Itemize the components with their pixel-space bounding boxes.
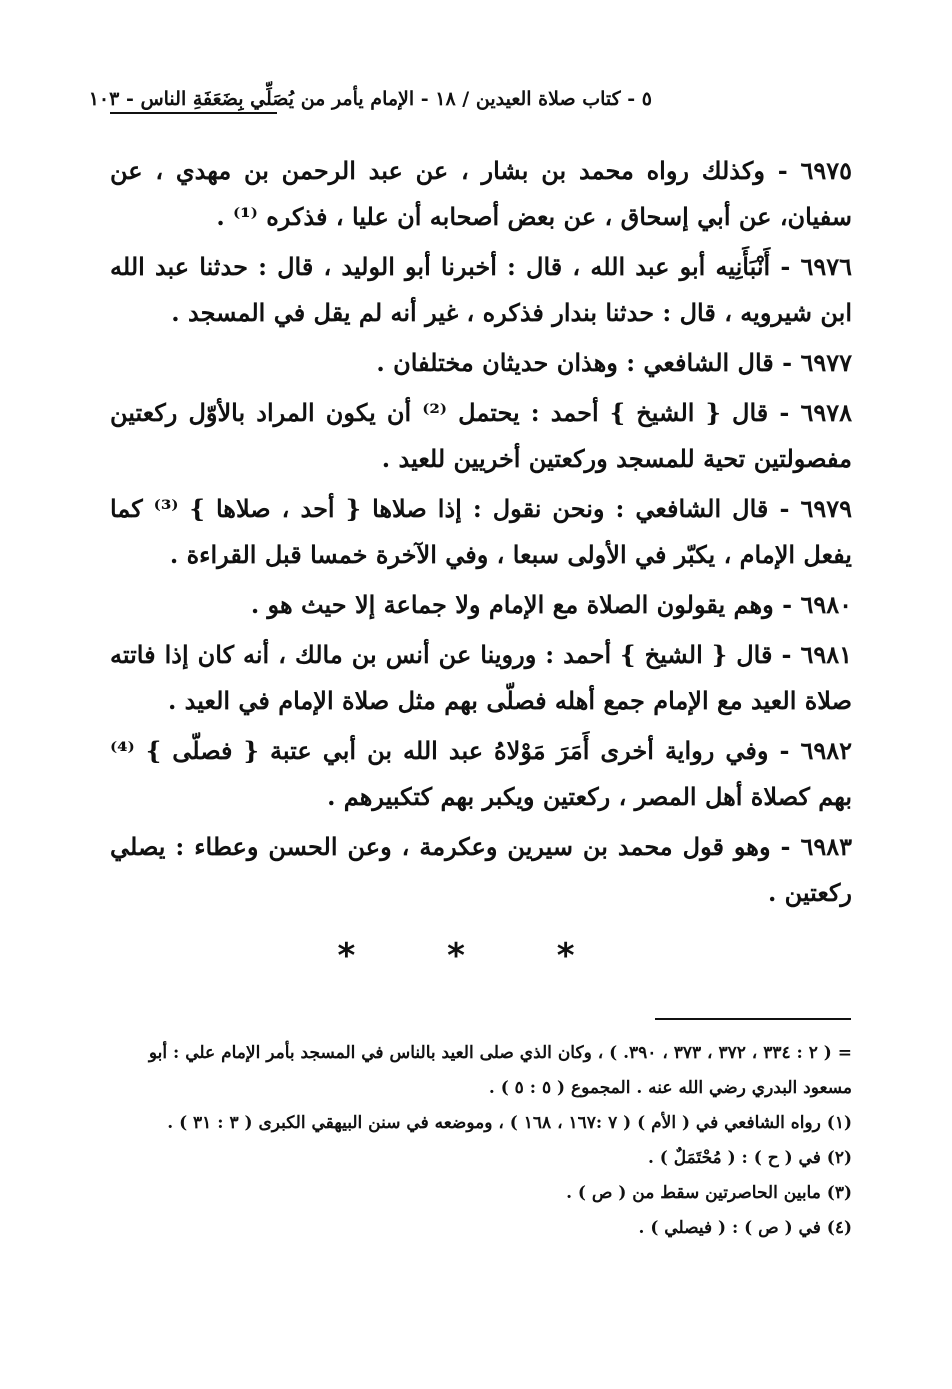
paragraph-6979: ٦٩٧٩ - قال الشافعي : ونحن نقول : إذا صلاها { أحد ، صلاها } ⁽³⁾ كما يفعل الإمام ، يكبّر في الأولى سبعا ، وفي الآخرة خمسا قبل القراءة . — [110, 494, 853, 569]
footnote-1: (١) رواه الشافعي في ( الأم ) ( ٧ :١٦٧ ، ١٦٨ ) ، وموضعه في سنن البيهقي الكبرى ( ٣ : ٣١ ) . — [167, 1113, 852, 1133]
main-text — [110, 148, 852, 920]
footnotes — [110, 1036, 852, 1246]
footnote-4: (٤) في ( ص ) : ( فيصلي ) . — [638, 1218, 852, 1238]
footnote-continued: = ( ٢ : ٣٣٤ ، ٣٧٢ ، ٣٧٣ ، ٣٩٠. ) ، وكان الذي صلى العيد بالناس في المسجد بأمر الإمام علي : أبو مسعود البدري رضي الله عنه . المجموع ( ٥ : ٥ ) . — [148, 1043, 852, 1098]
footnote-rule — [655, 1018, 851, 1020]
paragraph-6983: ٦٩٨٣ - وهو قول محمد بن سيرين وعكرمة ، وعن الحسن وعطاء : يصلي ركعتين . — [110, 832, 852, 907]
section-separator: * * * — [337, 936, 615, 976]
footnote-2: (٢) في ( ح ) : ( مُحْتَمَلٌ ) . — [647, 1148, 852, 1168]
running-header — [88, 88, 852, 122]
paragraph-6980: ٦٩٨٠ - وهم يقولون الصلاة مع الإمام ولا جماعة إلا حيث هو . — [250, 590, 852, 619]
paragraph-6981: ٦٩٨١ - قال { الشيخ } أحمد : وروينا عن أنس بن مالك ، أنه كان إذا فاتته صلاة العيد مع الإمام جمع أهله فصلّى بهم مثل صلاة الإمام في العيد . — [110, 640, 852, 715]
paragraph-6976: ٦٩٧٦ - أَنْبَأَنِيه أبو عبد الله ، قال : أخبرنا أبو الوليد ، قال : حدثنا عبد الله ابن شيرويه ، قال : حدثنا بندار فذكره ، غير أنه لم يقل في المسجد . — [110, 252, 852, 327]
paragraph-6975: ٦٩٧٥ - وكذلك رواه محمد بن بشار ، عن عبد الرحمن بن مهدي ، عن سفيان، عن أبي إسحاق ، عن بعض أصحابه أن عليا ، فذكره ⁽¹⁾ . — [110, 156, 852, 231]
paragraph-6978: ٦٩٧٨ - قال { الشيخ } أحمد : يحتمل ⁽²⁾ أن يكون المراد بالأوّل ركعتين مفصولتين تحية للمسجد وركعتين أخريين للعيد . — [110, 398, 852, 473]
running-title: ٥ - كتاب صلاة العيدين / ١٨ - الإمام يأمر من يُصَلِّي بِضَعَفَةِ الناس - ١٠٣ — [88, 88, 652, 110]
footnote-3: (٣) مابين الحاصرتين سقط من ( ص ) . — [566, 1183, 852, 1203]
paragraph-6977: ٦٩٧٧ - قال الشافعي : وهذان حديثان مختلفان . — [376, 348, 852, 377]
paragraph-6982: ٦٩٨٢ - وفي رواية أخرى أَمَرَ مَوْلاهُ عبد الله بن أبي عتبة { فصلّى } ⁽⁴⁾ بهم كصلاة أهل المصر ، ركعتين ويكبر بهم كتكبيرهم . — [110, 736, 852, 811]
header-rule — [110, 112, 277, 114]
